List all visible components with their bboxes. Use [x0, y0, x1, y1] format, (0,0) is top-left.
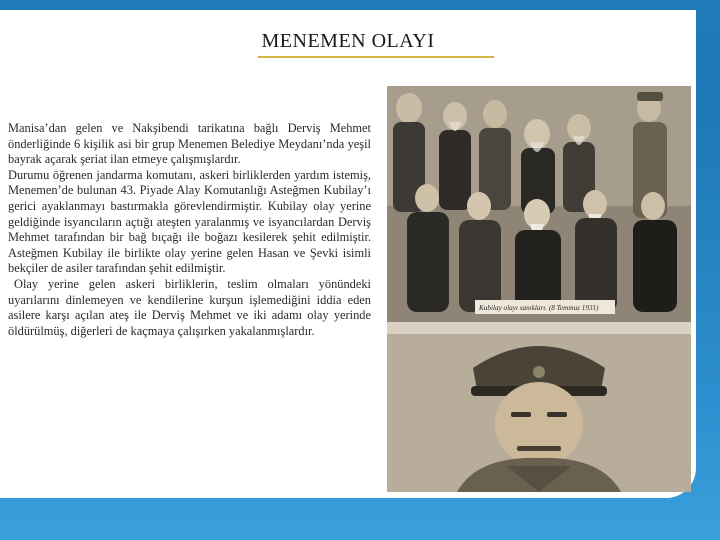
slide-body — [8, 121, 371, 339]
paragraph-1: Manisa’dan gelen ve Nakşibendi tarikatına bağlı Derviş Mehmet önderliğinde 6 kişilik asi bir grup Menemen Belediye Meydanı’nda yeşil bayrak açarak şeriat ilan etmeye çalışmışlardır. — [8, 121, 371, 167]
title-underline — [258, 56, 494, 58]
historical-photo — [387, 86, 691, 492]
paragraph-2: Durumu öğrenen jandarma komutanı, askeri birliklerden yardım istemiş, Menemen’de bulunan 43. Piyade Alay Komutanlığı Asteğmen Kubilay’ı gerici ayaklanmayı bastırmakla görevlendirmiştir. Kubilay olay yerine geldiğinde isyancıların açtığı ateşten yaralanmış ve isyancılardan Derviş Mehmet tarafından bir bağ bıçağı ile boğazı kesilerek şehit edilmiştir. Asteğmen Kubilay ile birlikte olay yerine gelen Hasan ve Şevki isimli bekçiler de asiler tarafından şehit edilmiştir. — [8, 167, 371, 276]
slide-title: MENEMEN OLAYI — [261, 30, 435, 52]
photo-caption: Kubilay olayı sanıkları. (8 Temmuz 1931) — [479, 304, 599, 312]
photo-collage-image — [387, 86, 691, 492]
paragraph-3: Olay yerine gelen askeri birliklerin, teslim olmaları yönündeki uyarılarını dinlemeyen ve kendilerine kurşun işlemediğini iddia eden asilere karşı açılan ateş ile Derviş Mehmet ve iki adamı olay yerinde öldürülmüş, diğerleri de kaçmaya çalışırken yakalanmışlardır. — [8, 276, 371, 338]
